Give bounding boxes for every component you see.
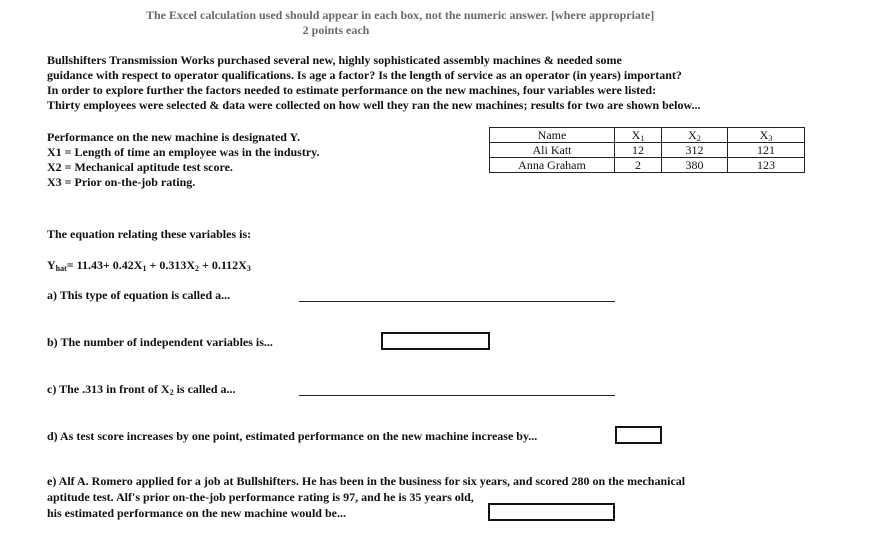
table-header-row bbox=[490, 128, 805, 143]
cell-x2: 380 bbox=[662, 158, 728, 173]
answer-a-line[interactable] bbox=[299, 301, 615, 302]
eq-part2: + 0.313X bbox=[146, 258, 195, 272]
question-e-line-2: aptitude test. Alf's prior on-the-job performance rating is 97, and he is 35 years old, bbox=[47, 490, 474, 504]
header-x3-sub: 3 bbox=[768, 134, 773, 143]
question-e-line-3: his estimated performance on the new machine would be... bbox=[47, 506, 346, 520]
answer-e-box[interactable] bbox=[488, 503, 615, 521]
variable-x3: X3 = Prior on-the-job rating. bbox=[47, 175, 196, 189]
question-c bbox=[47, 382, 236, 397]
employee-data-table bbox=[489, 127, 805, 173]
eq-sub2: 2 bbox=[195, 264, 199, 273]
header-x2-label: X bbox=[688, 128, 697, 142]
intro-line-1: Bullshifters Transmission Works purchased several new, highly sophisticated assembly machines & needed some bbox=[47, 53, 622, 67]
cell-name: Ali Katt bbox=[490, 143, 615, 158]
header-x3-label: X bbox=[759, 128, 769, 142]
cell-x2: 312 bbox=[662, 143, 728, 158]
equation-intro: The equation relating these variables is: bbox=[47, 227, 252, 241]
question-b: b) The number of independent variables is... bbox=[47, 335, 273, 349]
header-x3 bbox=[728, 128, 805, 143]
variable-y: Performance on the new machine is designated Y. bbox=[47, 130, 301, 144]
cell-x3: 123 bbox=[728, 158, 805, 173]
question-e-line-1: e) Alf A. Romero applied for a job at Bullshifters. He has been in the business for six years, and scored 280 on the mechanical bbox=[47, 474, 686, 488]
question-c-post: is called a... bbox=[173, 382, 236, 396]
header-x1-sub: 1 bbox=[640, 134, 645, 143]
cell-x1: 2 bbox=[615, 158, 662, 173]
answer-b-box[interactable] bbox=[381, 332, 490, 350]
intro-line-4: Thirty employees were selected & data were collected on how well they ran the new machines; results for two are shown below... bbox=[47, 98, 701, 112]
cell-name: Anna Graham bbox=[490, 158, 615, 173]
eq-part1: = 11.43+ 0.42X bbox=[66, 258, 143, 272]
intro-line-2: guidance with respect to operator qualifications. Is age a factor? Is the length of service as an operator (in years) important? bbox=[47, 68, 682, 82]
header-x2-sub: 2 bbox=[696, 134, 701, 143]
header-name: Name bbox=[490, 128, 615, 143]
question-a: a) This type of equation is called a... bbox=[47, 288, 231, 302]
eq-hat: hat bbox=[55, 264, 67, 273]
eq-sub1: 1 bbox=[142, 264, 147, 273]
intro-line-3: In order to explore further the factors needed to estimate performance on the new machines, four variables were listed: bbox=[47, 83, 657, 97]
header-x1-label: X bbox=[631, 128, 641, 142]
question-c-pre: c) The .313 in front of X bbox=[47, 382, 170, 396]
cell-x1: 12 bbox=[615, 143, 662, 158]
table-row bbox=[490, 158, 805, 173]
regression-equation bbox=[47, 258, 251, 273]
variable-x1: X1 = Length of time an employee was in the industry. bbox=[47, 145, 320, 159]
cell-x3: 121 bbox=[728, 143, 805, 158]
header-x1 bbox=[615, 128, 662, 143]
answer-c-line[interactable] bbox=[299, 395, 615, 396]
eq-sub3: 3 bbox=[246, 264, 251, 273]
answer-d-box[interactable] bbox=[615, 426, 662, 444]
question-d: d) As test score increases by one point, estimated performance on the new machine increase by... bbox=[47, 429, 538, 443]
question-c-sub: 2 bbox=[169, 388, 174, 397]
eq-part3: + 0.112X bbox=[199, 258, 247, 272]
variable-x2: X2 = Mechanical aptitude test score. bbox=[47, 160, 233, 174]
instruction-text: The Excel calculation used should appear in each box, not the numeric answer. [where appropriate] bbox=[146, 8, 655, 22]
points-text: 2 points each bbox=[302, 23, 370, 37]
header-x2 bbox=[662, 128, 728, 143]
eq-y: Y bbox=[47, 258, 56, 272]
table-row bbox=[490, 143, 805, 158]
